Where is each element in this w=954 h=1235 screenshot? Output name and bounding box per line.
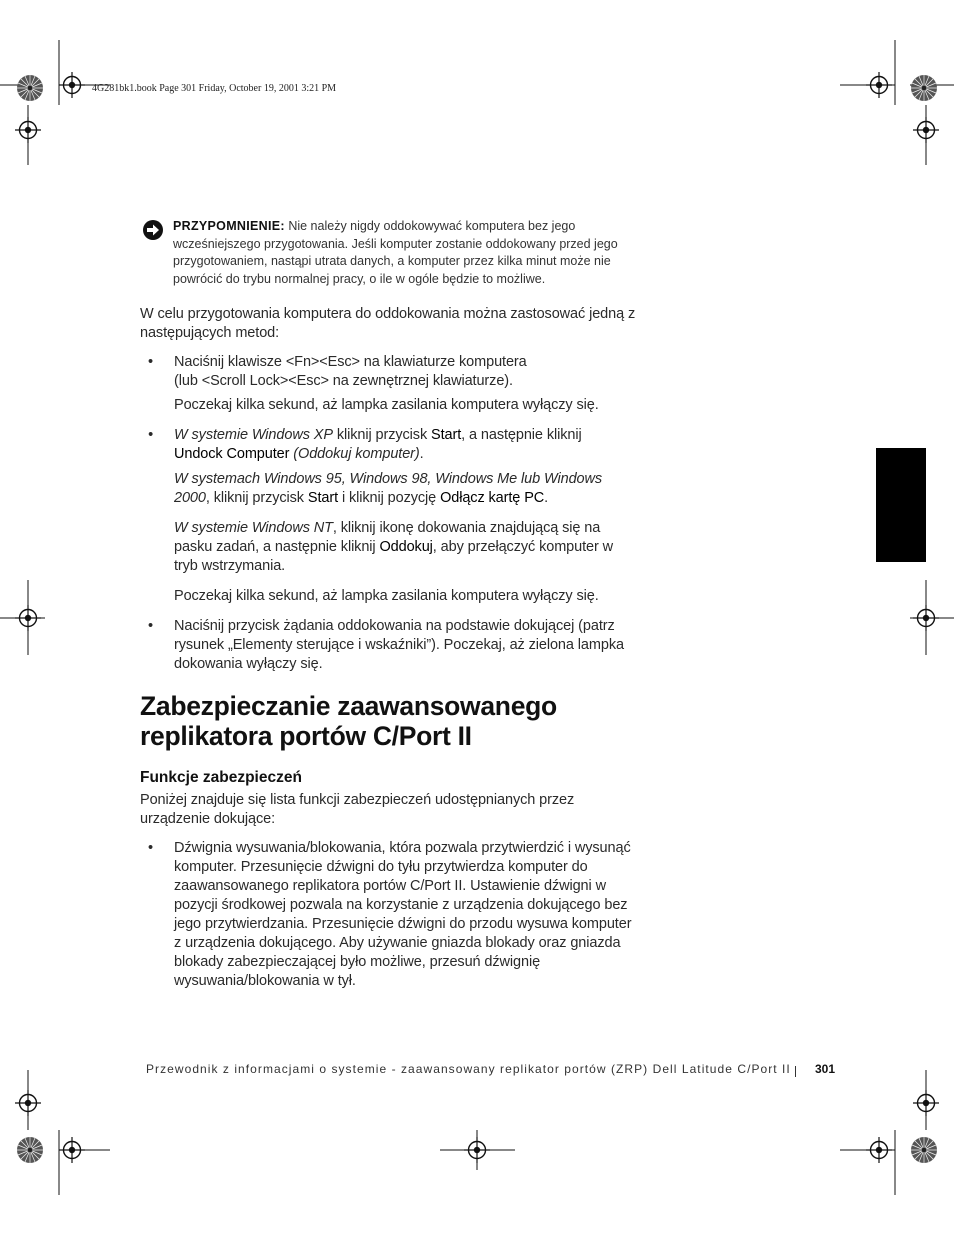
footer-separator (795, 1066, 796, 1077)
item2-text: , kliknij ikonę dokowania znajdującą się na pasku zadań, a następnie kliknij (174, 520, 601, 555)
intro-paragraph: W celu przygotowania komputera do oddokowania można zastosować jedną z następujących metod: (140, 306, 636, 341)
os-name: W systemach Windows 95, Windows 98, Windows Me lub Windows 2000 (174, 471, 603, 506)
page-number: 301 (815, 1062, 836, 1076)
note-text-line1: Nie należy nigdy oddokowywać komputera bez jego (284, 219, 576, 233)
item3-text: Naciśnij przycisk żądania oddokowania na podstawie dokującej (patrz rysunek „Elementy sterujące i wskaźniki”). Poczekaj, aż zielona lampka dokowania wyłączy się. (174, 618, 624, 672)
undock-computer-ref: Undock Computer (174, 446, 290, 462)
note-text: wcześniejszego przygotowania. Jeśli komputer zostanie oddokowany przed jego przygotowaniem, nastąpi utrata danych, a komputer przez kilka minut może nie powrócić do trybu normalnej pracy, o ile w ogóle będzie to możliwe. (173, 236, 618, 286)
section-heading (140, 691, 640, 751)
features-intro: Poniżej znajduje się lista funkcji zabezpieczeń udostępnianych przez urządzenie dokujące: (140, 792, 575, 827)
undock-methods-list (140, 353, 640, 674)
bullet: • (148, 840, 153, 856)
item2-xp (174, 426, 640, 464)
item1-line1: Naciśnij klawisze <Fn><Esc> na klawiaturze komputera (174, 354, 527, 370)
start-button-ref: Start (431, 427, 462, 443)
list-item (140, 426, 640, 606)
item2-nt (174, 519, 640, 576)
page-footer: Przewodnik z informacjami o systemie - zaawansowany replikator portów (ZRP) Dell Latitude C/Port II (146, 1062, 791, 1076)
item2-text: i kliknij pozycję (338, 490, 441, 506)
note-box (140, 218, 640, 288)
item2-wait: Poczekaj kilka sekund, aż lampka zasilania komputera wyłączy się. (174, 588, 599, 604)
heading-line2: replikatora portów C/Port II (140, 721, 472, 751)
item1-sub: Poczekaj kilka sekund, aż lampka zasilania komputera wyłączy się. (174, 397, 599, 413)
chapter-tab (876, 448, 926, 562)
list-item (140, 617, 640, 674)
bullet: • (148, 618, 153, 634)
bullet: • (148, 354, 153, 370)
item2-text: , kliknij przycisk (205, 490, 308, 506)
undock-computer-pl: (Oddokuj komputer) (293, 446, 420, 462)
features-list (140, 839, 640, 991)
undock-ref: Oddokuj (379, 539, 433, 555)
start-button-ref: Start (307, 490, 339, 506)
item2-end: . (419, 446, 424, 462)
feature1-text: Dźwignia wysuwania/blokowania, która pozwala przytwierdzić i wysunąć komputer. Przesunięcie dźwigni do tyłu przytwierdza komputer do zaawansowanego replikatora portów C/Port II. Ustawienie dźwigni w pozycji środkowej pozwala na korzystanie z urządzenia dokującego bez jego przytwierdzania. Przesunięcie dźwigni do przodu wysuwa komputer z urządzenia dokującego. Aby używanie gniazda blokady oraz gniazda blokady zabezpieczającej było możliwe, przesuń dźwignię wysuwania/blokowania w tył. (174, 840, 632, 989)
item2-text: kliknij przycisk (332, 427, 432, 443)
os-name: W systemie Windows XP (174, 427, 333, 443)
bullet: • (148, 427, 153, 443)
list-item (140, 353, 640, 415)
heading-line1: Zabezpieczanie zaawansowanego (140, 691, 557, 721)
item2-text: , a następnie kliknij (461, 427, 582, 443)
item2-end: . (544, 490, 549, 506)
item2-w9x (174, 470, 640, 508)
os-name: W systemie Windows NT (174, 520, 333, 536)
page-content (140, 218, 640, 991)
list-item (140, 839, 640, 991)
print-header: 4G281bk1.book Page 301 Friday, October 19, 2001 3:21 PM (92, 83, 337, 94)
note-label: PRZYPOMNIENIE: (173, 219, 285, 233)
arrow-right-icon (142, 219, 164, 241)
pc-card-ref: Odłącz kartę PC (440, 490, 545, 506)
item2-text: , aby przełączyć komputer w tryb wstrzymania. (174, 539, 614, 574)
subheading: Funkcje zabezpieczeń (140, 769, 302, 786)
item1-line2: (lub <Scroll Lock><Esc> na zewnętrznej klawiaturze). (174, 373, 513, 389)
